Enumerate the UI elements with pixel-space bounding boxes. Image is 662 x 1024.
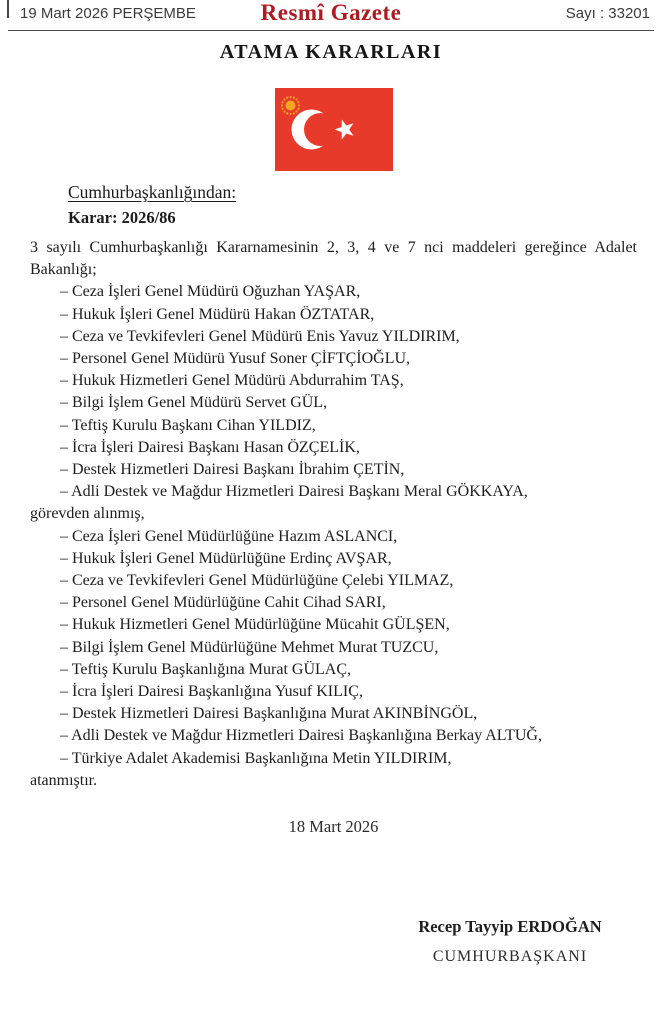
decision-date: 18 Mart 2026 <box>288 817 379 836</box>
appointed-item: – Türkiye Adalet Akademisi Başkanlığına Metin YILDIRIM, <box>60 749 452 767</box>
appointed-item: – Ceza ve Tevkifevleri Genel Müdürlüğüne Çelebi YILMAZ, <box>60 572 454 590</box>
dismissed-item: – İcra İşleri Dairesi Başkanı Hasan ÖZÇELİK, <box>60 438 360 456</box>
gazette-issue-number: Sayı : 33201 <box>565 5 650 22</box>
dismissed-item: – Destek Hizmetleri Dairesi Başkanı İbrahim ÇETİN, <box>60 461 405 479</box>
appointment-clause: atanmıştır. <box>30 771 98 789</box>
masthead-divider <box>8 30 654 31</box>
appointed-item: – Bilgi İşlem Genel Müdürlüğüne Mehmet Murat TUZCU, <box>60 638 439 656</box>
gazette-brand: Resmî Gazete <box>260 0 402 25</box>
dismissed-list <box>30 281 637 503</box>
appointed-item: – Ceza İşleri Genel Müdürlüğüne Hazım ASLANCI, <box>60 527 398 545</box>
dismissed-item: – Personel Genel Müdürü Yusuf Soner ÇİFTÇİOĞLU, <box>60 350 411 368</box>
dismissed-item: – Bilgi İşlem Genel Müdürü Servet GÜL, <box>60 394 328 412</box>
decision-number: Karar: 2026/86 <box>68 208 176 227</box>
appointed-item: – Teftiş Kurulu Başkanlığına Murat GÜLAÇ, <box>60 660 351 678</box>
dismissed-item: – Teftiş Kurulu Başkanı Cihan YILDIZ, <box>60 416 316 434</box>
appointed-item: – Hukuk İşleri Genel Müdürlüğüne Erdinç AVŞAR, <box>60 549 392 567</box>
signatory-name: Recep Tayyip ERDOĞAN <box>418 917 602 936</box>
appointed-item: – Hukuk Hizmetleri Genel Müdürlüğüne Mücahit GÜLŞEN, <box>60 616 450 634</box>
dismissed-item: – Ceza ve Tevkifevleri Genel Müdürü Enis Yavuz YILDIRIM, <box>60 327 460 345</box>
decision-body <box>30 237 637 792</box>
appointed-item: – Destek Hizmetleri Dairesi Başkanlığına Murat AKINBİNGÖL, <box>60 705 478 723</box>
turkish-presidential-flag-icon <box>275 88 393 171</box>
gazette-date: 19 Mart 2026 PERŞEMBE <box>20 5 196 22</box>
appointed-item: – İcra İşleri Dairesi Başkanlığına Yusuf KILIÇ, <box>60 683 363 701</box>
dismissed-item: – Hukuk Hizmetleri Genel Müdürü Abdurrahim TAŞ, <box>60 372 404 390</box>
dismissal-clause: görevden alınmış, <box>30 505 145 523</box>
dismissed-item: – Ceza İşleri Genel Müdürü Oğuzhan YAŞAR, <box>60 283 361 301</box>
section-title: ATAMA KARARLARI <box>219 41 443 63</box>
dismissed-item: – Hukuk İşleri Genel Müdürü Hakan ÖZTATAR, <box>60 305 375 323</box>
appointed-list <box>30 526 637 770</box>
appointed-item: – Personel Genel Müdürlüğüne Cahit Cihad SARI, <box>60 594 386 612</box>
authority-heading: Cumhurbaşkanlığından: <box>68 182 237 202</box>
signature-block <box>410 916 610 968</box>
dismissed-item: – Adli Destek ve Mağdur Hizmetleri Dairesi Başkanı Meral GÖKKAYA, <box>60 483 528 501</box>
signatory-title: CUMHURBAŞKANI <box>432 948 588 965</box>
intro-paragraph: 3 sayılı Cumhurbaşkanlığı Kararnamesinin 2, 3, 4 ve 7 nci maddeleri gereğince Adalet Bakanlığı; <box>30 239 637 279</box>
appointed-item: – Adli Destek ve Mağdur Hizmetleri Dairesi Başkanlığına Berkay ALTUĞ, <box>60 727 542 745</box>
